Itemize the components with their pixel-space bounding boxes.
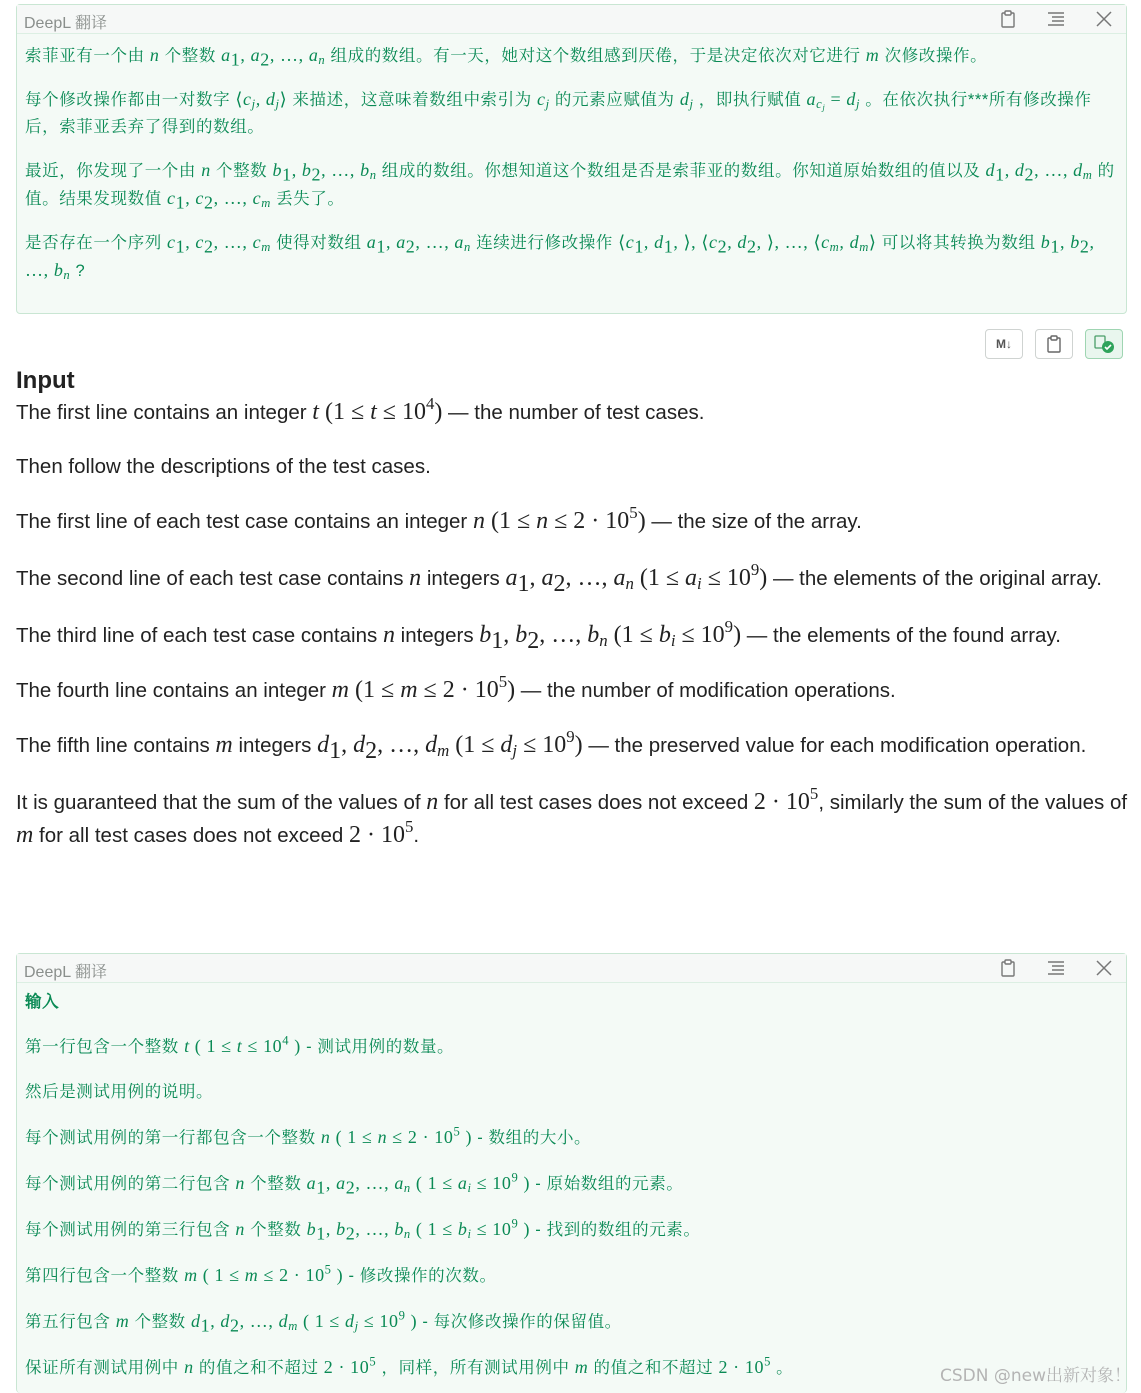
deepl-panel-body xyxy=(17,42,1126,285)
deepl-line-5: 每个测试用例的第三行包含 n 个整数 $b_1$, $b_2$, …, $b_n$ ( $1 \le b_i \le 10^9$ ) - 找到的数组的元素。 xyxy=(25,1216,701,1244)
input-line-6: The fourth line contains an integer m $(1 \le m \le 2 \cdot 10^5)$ — the number of modification operations. xyxy=(16,671,896,703)
input-section xyxy=(16,366,1128,852)
copy-button[interactable] xyxy=(1035,329,1073,359)
input-line-5: The third line of each test case contains n integers $b_1$, $b_2$, …, $b_n$ $(1 \le b_i \le 10^9)$ — the elements of the found array. xyxy=(16,616,1061,654)
translate-check-icon xyxy=(1093,334,1115,354)
deepl-paragraph-3: 最近，你发现了一个由 n 个整数 $b_1$, $b_2$, …, $b_n$ 组成的数组。你想知道这个数组是否是索菲亚的数组。你知道原始数组的值以及 $d_1$, $d_2$, …, $d_m$ 的值。结果发现数值 $c_1$, $c_2$, …, $c_m$ 丢失了。 xyxy=(25,160,1115,213)
markdown-button[interactable]: M↓ xyxy=(985,329,1023,359)
close-icon[interactable] xyxy=(1093,957,1115,979)
translate-button[interactable] xyxy=(1085,329,1123,359)
deepl-paragraph-4: 是否存在一个序列 $c_1$, $c_2$, …, $c_m$ 使得对数组 $a_1$, $a_2$, …, $a_n$ 连续进行修改操作 $⟨c_1$, $d_1$, ⟩, $⟨c_2$, $d_2$, ⟩, …, $⟨c_m$, $d_m⟩$ 可以将其转换为数组 $b_1$, $b_2$, …, $b_n$ ? xyxy=(25,232,1095,283)
deepl-panel-body xyxy=(17,989,1126,1382)
deepl-line-4: 每个测试用例的第二行包含 n 个整数 $a_1$, $a_2$, …, $a_n$ ( $1 \le a_i \le 10^9$ ) - 原始数组的元素。 xyxy=(25,1170,684,1198)
close-icon[interactable] xyxy=(1093,8,1115,30)
deepl-translation-panel-1 xyxy=(16,4,1127,314)
deepl-paragraph-1: 索菲亚有一个由 n 个整数 $a_1$, $a_2$, …, $a_n$ 组成的数组。有一天，她对这个数组感到厌倦，于是决定依次对它进行 m 次修改操作。 xyxy=(25,45,988,70)
input-line-8: It is guaranteed that the sum of the values of n for all test cases does not exceed $2 \cdot 10^5$, similarly the sum of the values of m for all test cases does not exceed $2 \cdot 10^5$. xyxy=(16,783,1128,848)
copy-icon[interactable] xyxy=(997,8,1019,30)
copy-icon[interactable] xyxy=(997,957,1019,979)
deepl-translation-panel-2 xyxy=(16,953,1127,1393)
deepl-heading: 输入 xyxy=(25,993,60,1011)
deepl-panel-title: DeepL 翻译 xyxy=(24,964,108,981)
csdn-watermark: CSDN @new出新对象！ xyxy=(939,1366,1131,1386)
menu-lines-icon[interactable] xyxy=(1045,8,1067,30)
input-line-4: The second line of each test case contains n integers $a_1$, $a_2$, …, $a_n$ $(1 \le a_i \le 10^9)$ — the elements of the original array. xyxy=(16,559,1102,597)
menu-lines-icon[interactable] xyxy=(1045,957,1067,979)
input-line-7: The fifth line contains m integers $d_1$, $d_2$, …, $d_m$ $(1 \le d_j \le 10^9)$ — the preserved value for each modification operation. xyxy=(16,726,1087,764)
deepl-line-6: 第四行包含一个整数 m ( $1 \le m \le 2 \cdot 10^5$ ) - 修改操作的次数。 xyxy=(25,1262,497,1285)
clipboard-icon xyxy=(1046,335,1062,353)
input-line-2: Then follow the descriptions of the test cases. xyxy=(16,455,431,478)
deepl-line-3: 每个测试用例的第一行都包含一个整数 n ( $1 \le n \le 2 \cdot 10^5$ ) - 数组的大小。 xyxy=(25,1124,592,1147)
deepl-panel-header xyxy=(17,954,1126,983)
input-heading: Input xyxy=(16,367,75,394)
deepl-line-1: 第一行包含一个整数 t ( $1 \le t \le 10^4$ ) - 测试用例的数量。 xyxy=(25,1033,455,1056)
deepl-line-8: 保证所有测试用例中 n 的值之和不超过 $2 \cdot 10^5$ ，同样，所有测试用例中 m 的值之和不超过 $2 \cdot 10^5$ 。 xyxy=(25,1354,794,1377)
input-line-3: The first line of each test case contains an integer n $(1 \le n \le 2 \cdot 10^5)$ — the size of the array. xyxy=(16,502,862,534)
deepl-panel-header xyxy=(17,5,1126,34)
deepl-paragraph-2: 每个修改操作都由一对数字 $⟨c_j$, $d_j⟩$ 来描述，这意味着数组中索引为 $c_j$ 的元素应赋值为 $d_j$ ，即执行赋值 $a_{c_j} = d_j$ 。在依次执行***所有修改操作后，索菲亚丢弃了得到的数组。 xyxy=(25,89,1092,136)
input-line-1: The first line contains an integer t $(1 \le t \le 10^4)$ — the number of test cases. xyxy=(16,393,705,425)
deepl-line-7: 第五行包含 m 个整数 $d_1$, $d_2$, …, $d_m$ ( $1 \le d_j \le 10^9$ ) - 每次修改操作的保留值。 xyxy=(25,1308,622,1336)
deepl-panel-title: DeepL 翻译 xyxy=(24,15,108,32)
deepl-line-2: 然后是测试用例的说明。 xyxy=(25,1083,214,1101)
